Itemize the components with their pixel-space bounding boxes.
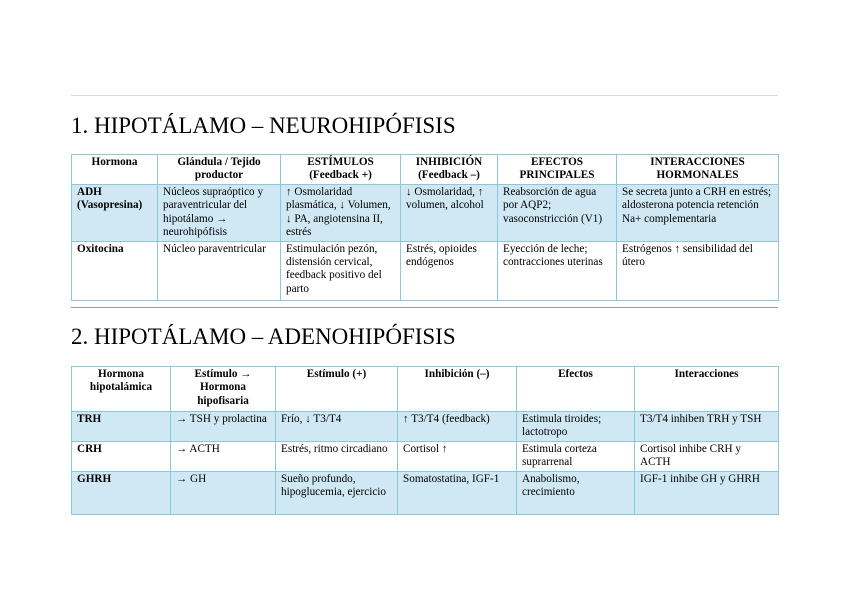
table-cell: → ACTH [171,441,276,471]
table-cell: Eyección de leche; contracciones uterinas [498,241,617,300]
table-cell: Estrógenos ↑ sensibilidad del útero [617,241,779,300]
table-cell: Estimula tiroides; lactotropo [517,412,635,442]
section-divider [71,307,778,308]
column-header: Estímulo (+) [276,367,398,412]
table-cell: GHRH [72,471,171,514]
table-cell: ADH (Vasopresina) [72,185,158,242]
column-header: ESTÍMULOS (Feedback +) [281,155,401,185]
table-cell: ↑ Osmolaridad plasmática, ↓ Volumen, ↓ PA, angiotensina II, estrés [281,185,401,242]
column-header: EFECTOS PRINCIPALES [498,155,617,185]
top-divider [71,95,778,96]
column-header: INTERACCIONES HORMONALES [617,155,779,185]
table-cell: Núcleo paraventricular [158,241,281,300]
section-title-adenohipofisis: 2. HIPOTÁLAMO – ADENOHIPÓFISIS [71,324,456,349]
table-cell: Se secreta junto a CRH en estrés; aldosterona potencia retención Na+ complementaria [617,185,779,242]
column-header: Estímulo → Hormona hipofisaria [171,367,276,412]
table-cell: Núcleos supraóptico y paraventricular del hipotálamo → neurohipófisis [158,185,281,242]
table-cell: CRH [72,441,171,471]
table-cell: Reabsorción de agua por AQP2; vasoconstricción (V1) [498,185,617,242]
column-header: Hormona [72,155,158,185]
table-row [72,471,779,514]
table-cell: ↓ Osmolaridad, ↑ volumen, alcohol [401,185,498,242]
table-row [72,412,779,442]
table-cell: Oxitocina [72,241,158,300]
table-cell: Cortisol ↑ [398,441,517,471]
section-title-neurohipofisis: 1. HIPOTÁLAMO – NEUROHIPÓFISIS [71,113,456,138]
table-cell: ↑ T3/T4 (feedback) [398,412,517,442]
table-row [72,185,779,242]
column-header: Interacciones [635,367,779,412]
table-cell: Estimulación pezón, distensión cervical, feedback positivo del parto [281,241,401,300]
table-header-row [72,367,779,412]
table-cell: TRH [72,412,171,442]
table-cell: Frío, ↓ T3/T4 [276,412,398,442]
column-header: Glándula / Tejido productor [158,155,281,185]
table-cell: Estrés, opioides endógenos [401,241,498,300]
adenohipofisis-table [71,366,779,515]
table-cell: Anabolismo, crecimiento [517,471,635,514]
table-cell: → GH [171,471,276,514]
table-cell: → TSH y prolactina [171,412,276,442]
table-cell: Somatostatina, IGF-1 [398,471,517,514]
table-row [72,441,779,471]
column-header: Hormona hipotalámica [72,367,171,412]
table-cell: Sueño profundo, hipoglucemia, ejercicio [276,471,398,514]
table-header-row [72,155,779,185]
table-cell: T3/T4 inhiben TRH y TSH [635,412,779,442]
neurohipofisis-table [71,154,779,301]
table-cell: Estrés, ritmo circadiano [276,441,398,471]
column-header: INHIBICIÓN (Feedback –) [401,155,498,185]
column-header: Efectos [517,367,635,412]
table-cell: Cortisol inhibe CRH y ACTH [635,441,779,471]
column-header: Inhibición (–) [398,367,517,412]
table-cell: IGF-1 inhibe GH y GHRH [635,471,779,514]
table-row [72,241,779,300]
table-cell: Estimula corteza suprarrenal [517,441,635,471]
